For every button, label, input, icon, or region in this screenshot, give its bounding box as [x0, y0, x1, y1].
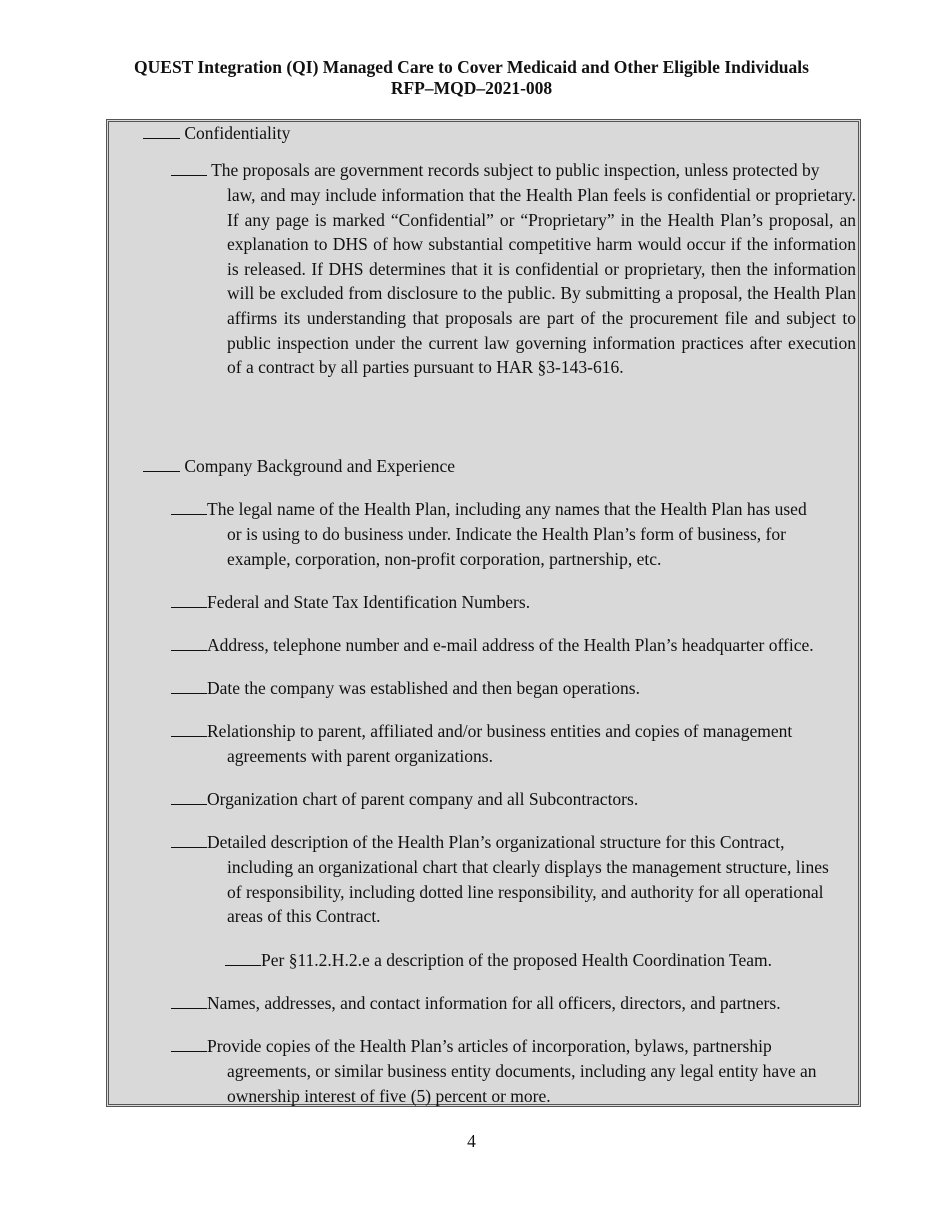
item-text: The proposals are government records subject to public inspection, unless protected by: [211, 160, 820, 180]
item-text: Provide copies of the Health Plan’s articles of incorporation, bylaws, partnership: [207, 1036, 772, 1056]
header-title: QUEST Integration (QI) Managed Care to Cover Medicaid and Other Eligible Individuals: [134, 57, 809, 77]
checkbox-blank[interactable]: [171, 720, 207, 737]
section-company-heading: [143, 454, 455, 479]
checkbox-blank[interactable]: [171, 992, 207, 1009]
checkbox-blank[interactable]: [225, 949, 261, 966]
checkbox-blank[interactable]: [143, 455, 180, 472]
checklist-item: [171, 830, 785, 855]
header-rfp-number: RFP–MQD–2021-008: [390, 78, 553, 98]
item-text: Date the company was established and then began operations.: [207, 678, 640, 698]
checkbox-blank[interactable]: [171, 831, 207, 848]
item-text: Organization chart of parent company and all Subcontractors.: [207, 789, 639, 809]
checkbox-blank[interactable]: [171, 498, 207, 515]
checklist-item: [171, 497, 807, 522]
page-number: 4: [467, 1131, 476, 1151]
item-continuation: agreements with parent organizations.: [227, 746, 493, 766]
checklist-item: [171, 676, 640, 701]
checkbox-blank[interactable]: [171, 1035, 207, 1052]
section-title: Confidentiality: [184, 123, 291, 143]
checklist-item: [171, 719, 792, 744]
item-text: Per §11.2.H.2.e a description of the proposed Health Coordination Team.: [261, 950, 773, 970]
section-title: Company Background and Experience: [184, 456, 456, 476]
document-header: [0, 57, 943, 99]
confidentiality-item-first-line: [171, 158, 820, 183]
item-continuation: including an organizational chart that clearly displays the management structure, lines of responsibility, including dotted line responsibility, and authority for all operational areas of this Contract.: [227, 857, 829, 927]
checkbox-blank[interactable]: [171, 788, 207, 805]
confidentiality-item-continuation: law, and may include information that the Health Plan feels is confidential or proprietary. If any page is marked “Confidential” or “Proprietary” in the Health Plan’s proposal, an explanation to DHS of how substantial competitive harm would occur if the information is released. If DHS determines that it is confidential or proprietary, then the information will be excluded from disclosure to the public. By submitting a proposal, the Health Plan affirms its understanding that proposals are part of the procurement file and subject to public inspection under the current law governing information practices after execution of a contract by all parties pursuant to HAR §3-143-616.: [227, 185, 856, 378]
item-text: Names, addresses, and contact information for all officers, directors, and partners.: [207, 993, 781, 1013]
item-text: Relationship to parent, affiliated and/or business entities and copies of management: [207, 721, 793, 741]
item-text: Detailed description of the Health Plan’s organizational structure for this Contract,: [207, 832, 785, 852]
checklist-subitem: [225, 948, 772, 973]
item-text: Federal and State Tax Identification Numbers.: [207, 592, 531, 612]
checklist-item: [171, 633, 814, 658]
section-confidentiality-heading: [143, 121, 290, 146]
item-continuation: or is using to do business under. Indicate the Health Plan’s form of business, for example, corporation, non-profit corporation, partnership, etc.: [227, 524, 786, 569]
item-text: Address, telephone number and e-mail address of the Health Plan’s headquarter office.: [207, 635, 814, 655]
checklist-item: [171, 787, 638, 812]
checkbox-blank[interactable]: [171, 159, 207, 176]
checkbox-blank[interactable]: [143, 122, 180, 139]
checkbox-blank[interactable]: [171, 591, 207, 608]
item-text: The legal name of the Health Plan, including any names that the Health Plan has used: [207, 499, 807, 519]
checkbox-blank[interactable]: [171, 634, 207, 651]
checklist-item: [171, 1034, 772, 1059]
checklist-item: [171, 991, 781, 1016]
checklist-item: [171, 590, 530, 615]
checkbox-blank[interactable]: [171, 677, 207, 694]
item-continuation: agreements, or similar business entity documents, including any legal entity have an ownership interest of five (5) percent or more.: [227, 1061, 817, 1106]
